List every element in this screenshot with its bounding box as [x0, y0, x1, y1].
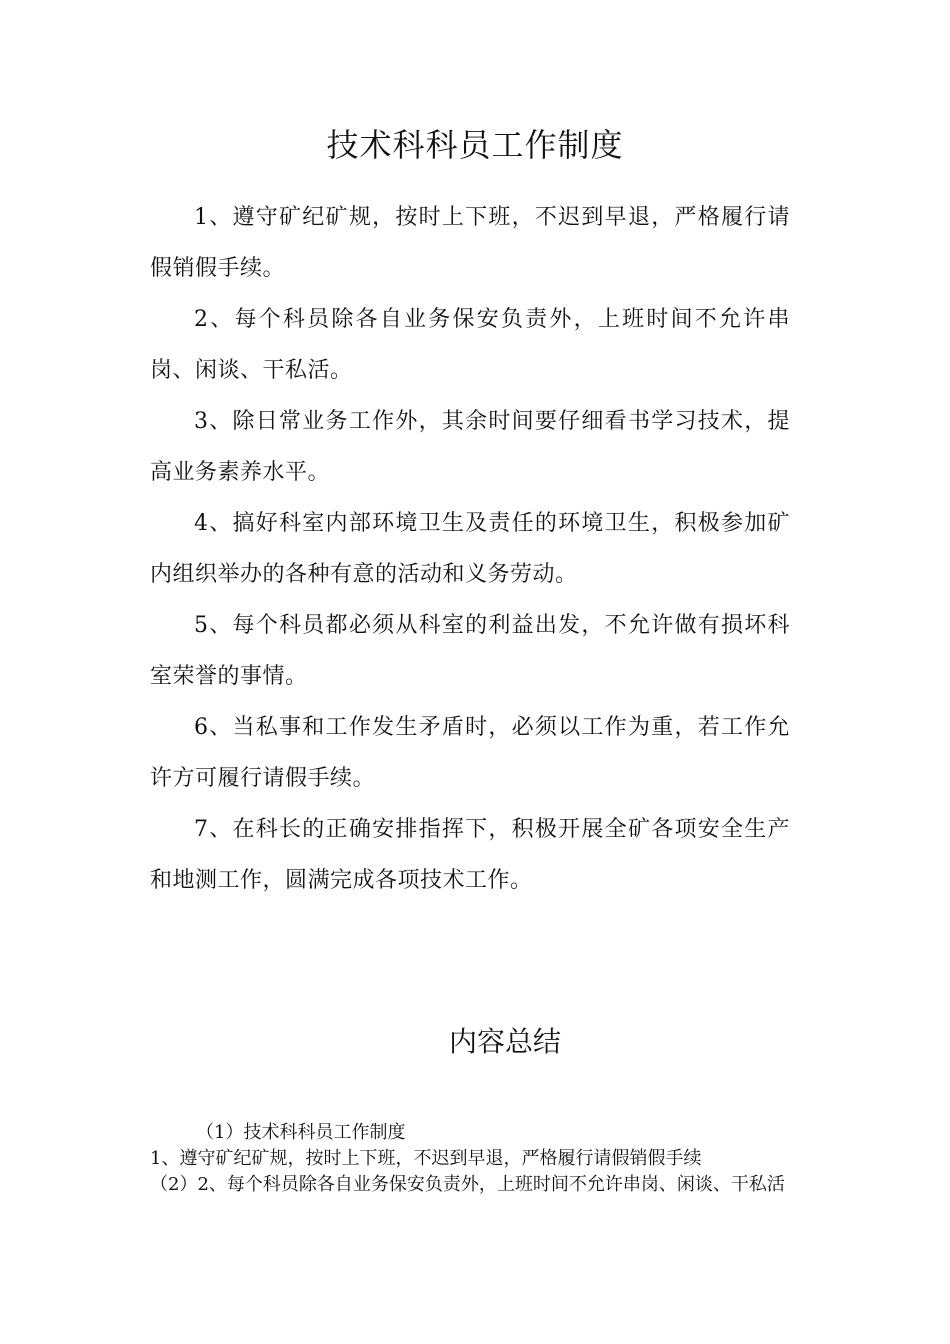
summary-line-3: （2）2、每个科员除各自业务保安负责外，上班时间不允许串岗、闲谈、干私活 — [150, 1174, 785, 1195]
document-title: 技术科科员工作制度 — [326, 126, 624, 164]
rule-paragraph-5: 5、每个科员都必须从科室的利益出发，不允许做有损坏科室荣誉的事情。 — [150, 613, 790, 689]
document-body — [150, 192, 790, 906]
rule-paragraph-1: 1、遵守矿纪矿规，按时上下班，不迟到早退，严格履行请假销假手续。 — [150, 205, 790, 281]
rule-paragraph-3: 3、除日常业务工作外，其余时间要仔细看书学习技术，提高业务素养水平。 — [150, 409, 790, 485]
rule-paragraph-4: 4、搞好科室内部环境卫生及责任的环境卫生，积极参加矿内组织举办的各种有意的活动和义务劳动。 — [150, 511, 790, 587]
rule-paragraph-7: 7、在科长的正确安排指挥下，积极开展全矿各项安全生产和地测工作，圆满完成各项技术工作。 — [150, 817, 790, 893]
summary-title: 内容总结 — [448, 1025, 561, 1058]
summary-line-1: （1）技术科科员工作制度 — [196, 1122, 406, 1143]
summary-section — [150, 1120, 790, 1198]
summary-line-2: 1、遵守矿纪矿规，按时上下班，不迟到早退，严格履行请假销假手续 — [150, 1148, 702, 1169]
rule-paragraph-6: 6、当私事和工作发生矛盾时，必须以工作为重，若工作允许方可履行请假手续。 — [150, 715, 790, 791]
rule-paragraph-2: 2、每个科员除各自业务保安负责外，上班时间不允许串岗、闲谈、干私活。 — [150, 307, 790, 383]
